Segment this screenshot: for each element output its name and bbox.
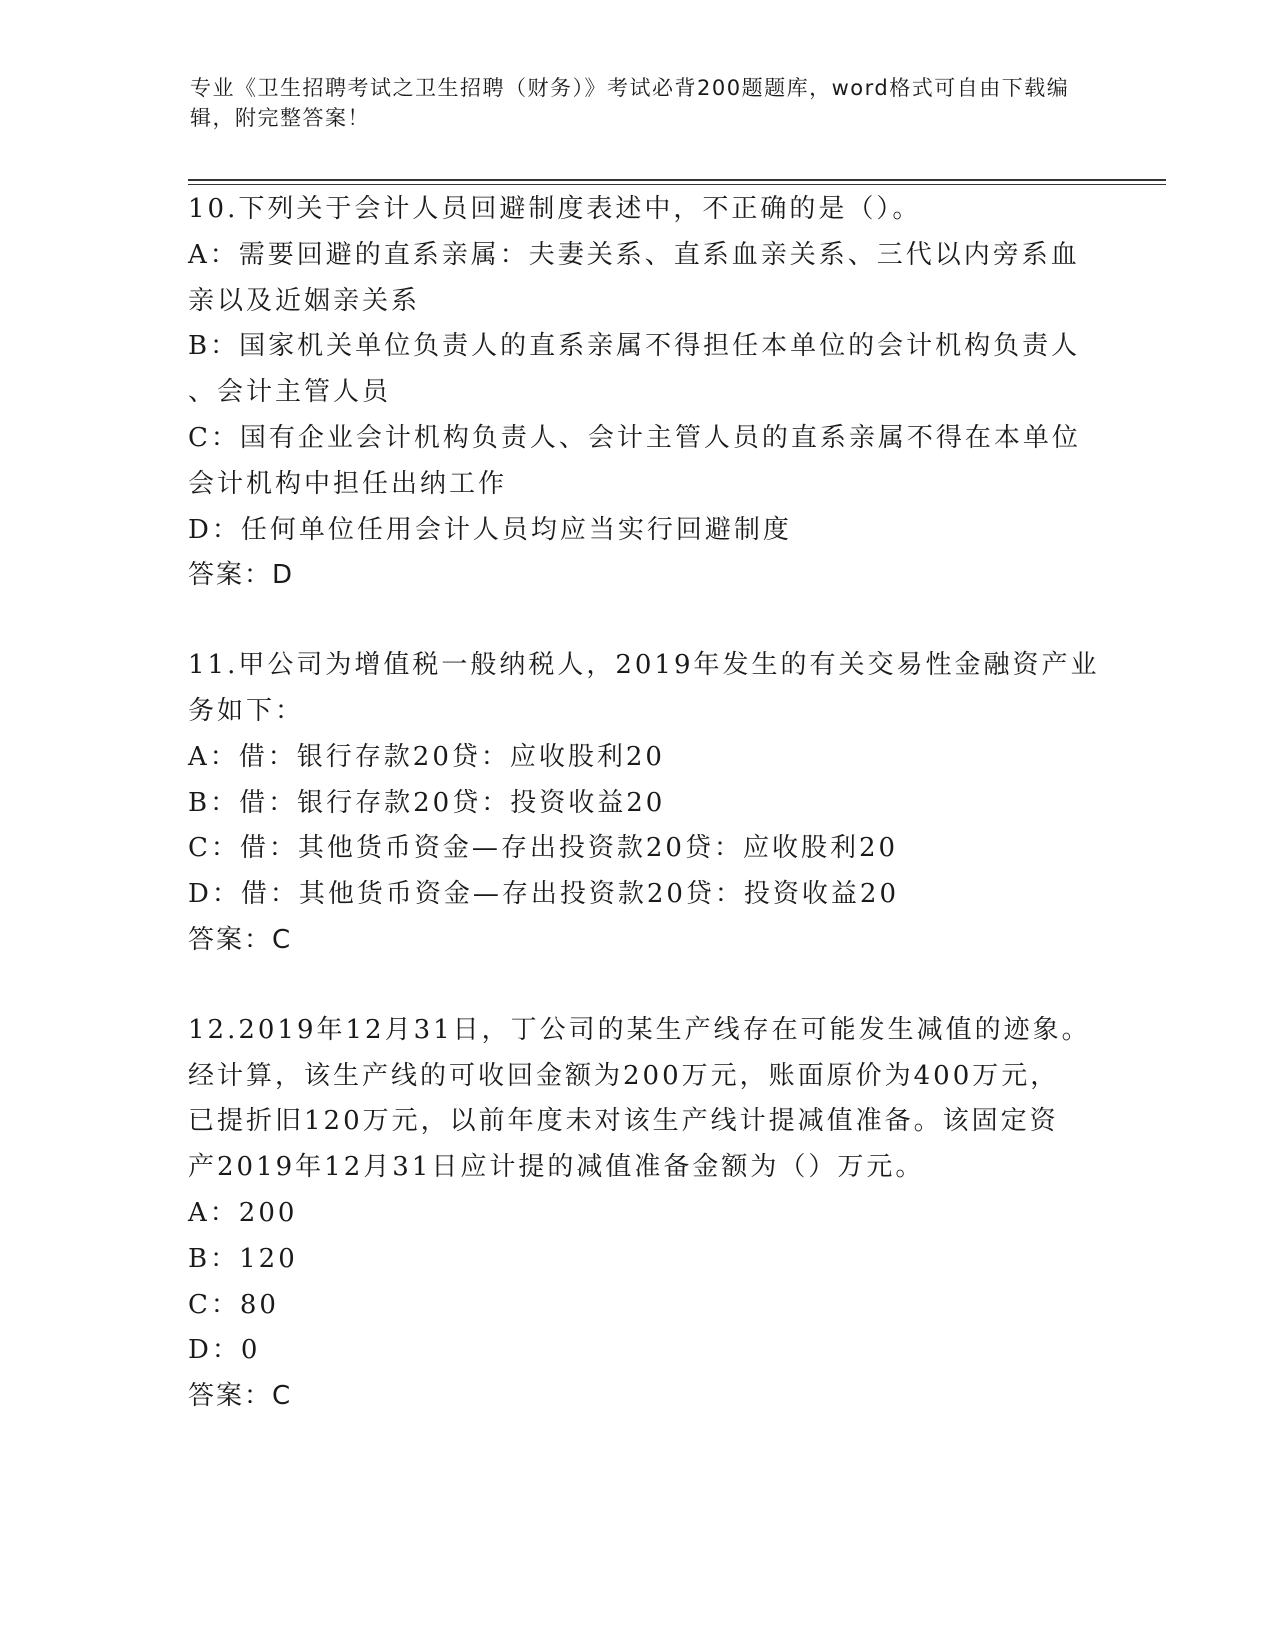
option-c: C：80 [188, 1289, 279, 1320]
question-stem-continued: 经计算，该生产线的可收回金额为200万元，账面原价为400万元， [188, 1060, 1060, 1091]
question-stem-continued: 务如下： [188, 695, 305, 726]
option-d: D：借：其他货币资金—存出投资款20贷：投资收益20 [188, 879, 900, 910]
option-a: A：200 [188, 1197, 298, 1228]
question-spacer [188, 599, 1088, 643]
option-b-continued: 、会计主管人员 [188, 377, 392, 408]
option-a-continued: 亲以及近姻亲关系 [188, 285, 421, 316]
header-divider-thick [188, 179, 1166, 181]
option-d: D：任何单位任用会计人员均应当实行回避制度 [188, 514, 792, 545]
answer: 答案：C [188, 1381, 293, 1412]
question-list [188, 187, 1100, 1420]
answer: 答案：C [188, 924, 293, 955]
question-stem-continued: 已提折旧120万元，以前年度未对该生产线计提减值准备。该固定资 [188, 1106, 1059, 1137]
option-b: B：借：银行存款20贷：投资收益20 [188, 787, 666, 818]
question-stem: 12.2019年12月31日，丁公司的某生产线存在可能发生减值的迹象。 [188, 1014, 1091, 1045]
question-stem: 11.甲公司为增值税一般纳税人，2019年发生的有关交易性金融资产业 [188, 650, 1100, 681]
question-12 [188, 1008, 1091, 1420]
question-11 [188, 643, 1100, 964]
question-stem-continued: 产2019年12月31日应计提的减值准备金额为（）万元。 [188, 1152, 925, 1183]
document-header: 专业《卫生招聘考试之卫生招聘（财务）》考试必背200题题库，word格式可自由下载编辑，附完整答案！ [190, 76, 1070, 130]
option-c-continued: 会计机构中担任出纳工作 [188, 468, 508, 499]
option-a: A：借：银行存款20贷：应收股利20 [188, 741, 665, 772]
option-c: C：借：其他货币资金—存出投资款20贷：应收股利20 [188, 833, 899, 864]
option-d: D：0 [188, 1335, 261, 1366]
option-b: B：国家机关单位负责人的直系亲属不得担任本单位的会计机构负责人 [188, 331, 1081, 362]
answer: 答案：D [188, 560, 295, 591]
question-stem: 10.下列关于会计人员回避制度表述中，不正确的是（）。 [188, 194, 922, 224]
question-spacer [188, 964, 1088, 1008]
option-c: C：国有企业会计机构负责人、会计主管人员的直系亲属不得在本单位 [188, 422, 1081, 453]
option-a: A：需要回避的直系亲属：夫妻关系、直系血亲关系、三代以内旁系血 [188, 239, 1080, 270]
header-divider-thin [188, 184, 1166, 185]
option-b: B：120 [188, 1243, 298, 1274]
question-10 [188, 187, 1088, 599]
